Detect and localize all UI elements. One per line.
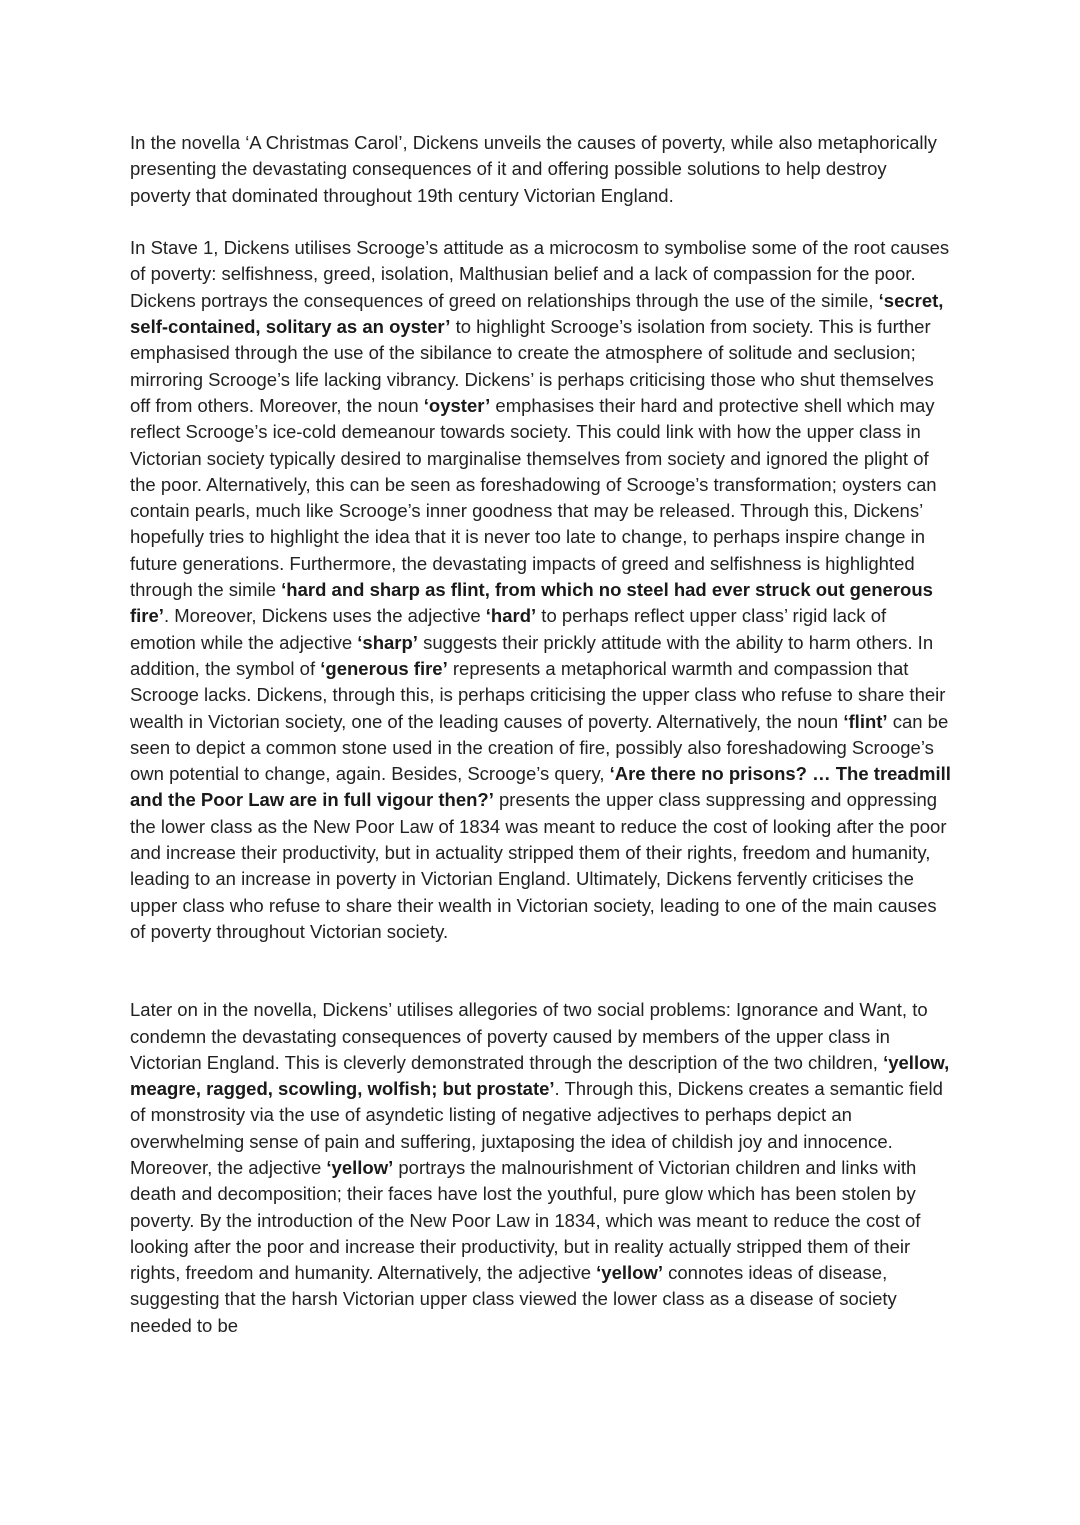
quote-yellow: ‘yellow’ [326, 1156, 394, 1178]
quote-oyster: ‘oyster’ [423, 394, 491, 416]
quote-flint-simile: ‘hard and sharp as flint, from which no steel had ever struck out generous fire’ [130, 579, 933, 627]
text-segment: to perhaps reflect upper class’ rigid lack of emotion while the adjective [130, 605, 887, 653]
text-segment: connotes ideas of disease, suggesting that the harsh Victorian upper class viewed the lower class as a disease of society needed to be [130, 1262, 897, 1336]
text-segment: . Through this, Dickens creates a semantic field of monstrosity via the use of asyndetic listing of negative adjectives to perhaps depict an overwhelming sense of pain and suffering, juxtaposing the idea of childish joy and innocence. Moreover, the adjective [130, 1078, 943, 1178]
paragraph-ignorance-and-want [130, 997, 952, 1339]
text-segment: can be seen to depict a common stone used in the creation of fire, possibly also foreshadowing Scrooge’s own potential to change, again. Besides, Scrooge’s query, [130, 710, 949, 785]
text-segment: presents the upper class suppressing and oppressing the lower class as the New Poor Law of 1834 was meant to reduce the cost of looking after the poor and increase their productivity, but in actuality stripped them of their rights, freedom and humanity, leading to an increase in poverty in Victorian England. Ultimately, Dickens fervently criticises the upper class who refuse to share their wealth in Victorian society, leading to one of the main causes of poverty throughout Victorian society. [130, 789, 947, 942]
quote-hard: ‘hard’ [485, 605, 537, 627]
text-segment: to highlight Scrooge’s isolation from society. This is further emphasised through the use of the sibilance to create the atmosphere of solitude and seclusion; mirroring Scrooge’s life lacking vibrancy. Dickens’ is perhaps criticising those who shut themselves off from others. Moreover, the noun [130, 316, 934, 416]
paragraph-stave-one [130, 235, 952, 945]
text-segment: emphasises their hard and protective shell which may reflect Scrooge’s ice-cold demeanour towards society. This could link with how the upper class in Victorian society typically desired to marginalise themselves from society and ignored the plight of the poor. Alternatively, this can be seen as foreshadowing of Scrooge’s transformation; oysters can contain pearls, much like Scrooge’s inner goodness that may be released. Through this, Dickens’ hopefully tries to highlight the idea that it is never too late to change, to perhaps inspire change in future generations. Furthermore, the devastating impacts of greed and selfishness is highlighted through the simile [130, 394, 937, 601]
text-segment: In the novella ‘A Christmas Carol’, Dickens unveils the causes of poverty, while also metaphorically presenting the devastating consequences of it and offering possible solutions to help destroy poverty that dominated throughout 19th century Victorian England. [130, 132, 937, 206]
paragraph-introduction [130, 130, 952, 209]
text-segment: Later on in the novella, Dickens’ utilises allegories of two social problems: Ignorance and Want, to condemn the devastating consequences of poverty caused by members of the upper class in Victorian England. This is cleverly demonstrated through the description of the two children, [130, 999, 928, 1073]
text-segment: In Stave 1, Dickens utilises Scrooge’s attitude as a microcosm to symbolise some of the root causes of poverty: selfishness, greed, isolation, Malthusian belief and a lack of compassion for the poor. Dickens portrays the consequences of greed on relationships through the use of the simile, [130, 237, 950, 311]
quote-oyster-simile: ‘secret, self-contained, solitary as an oyster’ [130, 289, 944, 338]
quote-yellow-disease: ‘yellow’ [596, 1262, 663, 1284]
quote-children-description: ‘yellow, meagre, ragged, scowling, wolfish; but prostate’ [130, 1051, 950, 1100]
quote-generous-fire: ‘generous fire’ [320, 657, 448, 679]
essay-body [130, 130, 952, 1339]
text-segment: represents a metaphorical warmth and compassion that Scrooge lacks. Dickens, through this, is perhaps criticising the upper class who refuse to share their wealth in Victorian society, one of the leading causes of poverty. Alternatively, the noun [130, 657, 946, 732]
quote-flint: ‘flint’ [843, 710, 888, 732]
quote-sharp: ‘sharp’ [357, 631, 418, 653]
quote-prisons: ‘Are there no prisons? … The treadmill and the Poor Law are in full vigour then?’ [130, 763, 951, 811]
text-segment: suggests their prickly attitude with the ability to harm others. In addition, the symbol of [130, 631, 934, 679]
text-segment: portrays the malnourishment of Victorian children and links with death and decomposition; their faces have lost the youthful, pure glow which has been stolen by poverty. By the introduction of the New Poor Law in 1834, which was meant to reduce the cost of looking after the poor and increase their productivity, but in reality actually stripped them of their rights, freedom and humanity. Alternatively, the adjective [130, 1156, 921, 1284]
text-segment: . Moreover, Dickens uses the adjective [163, 605, 486, 627]
